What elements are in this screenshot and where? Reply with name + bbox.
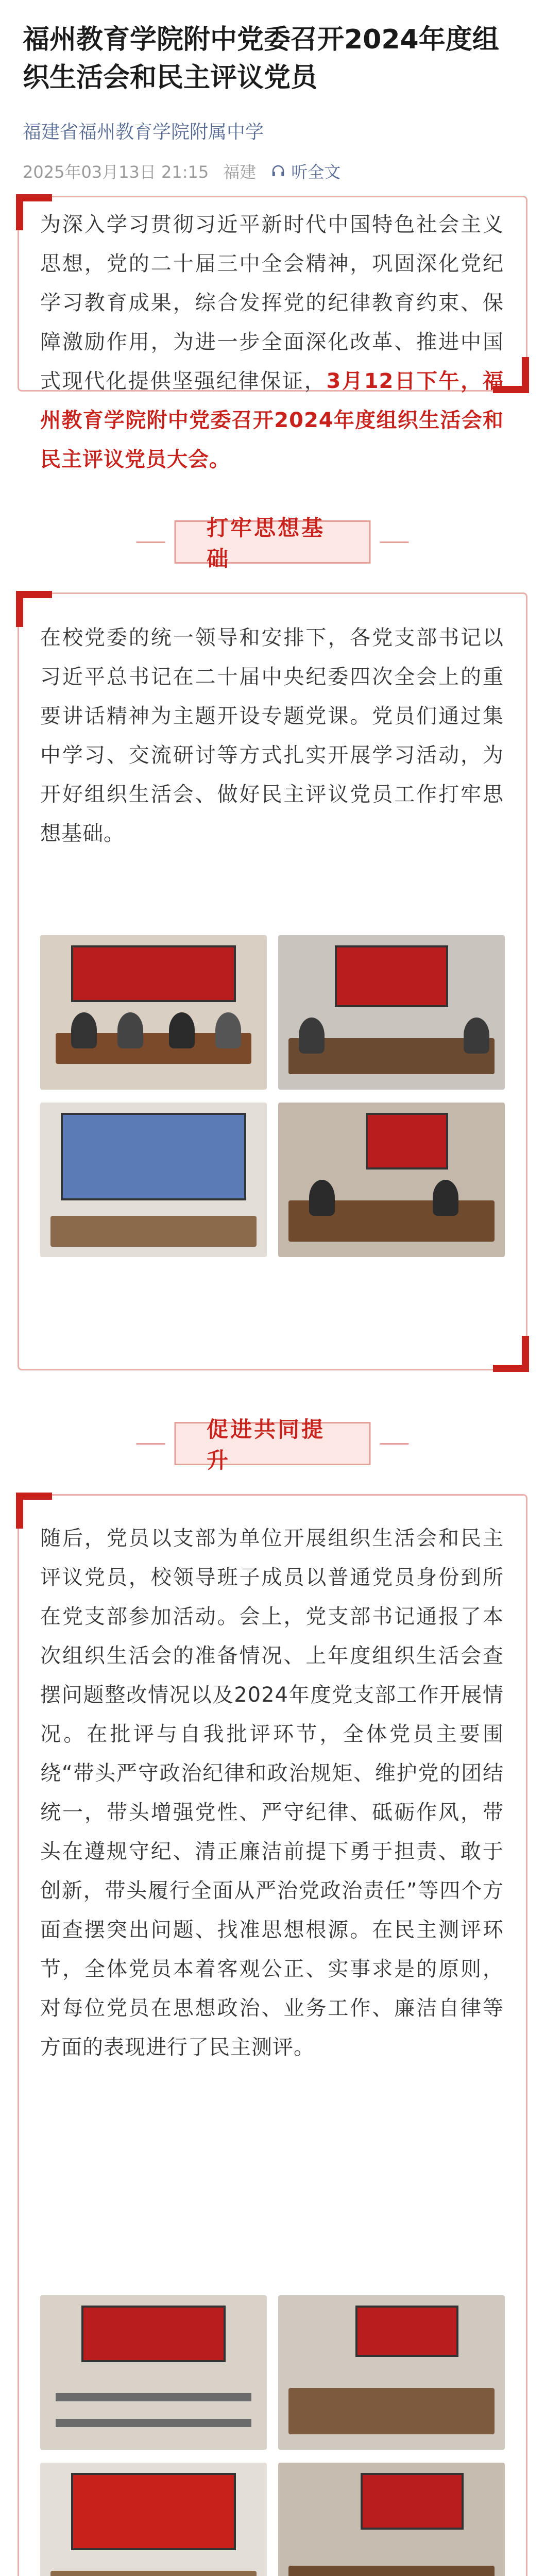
banner-line [137, 1443, 165, 1445]
banner-line [380, 541, 409, 543]
meeting-photo [278, 2463, 505, 2576]
headphones-icon [270, 163, 286, 179]
intro-text: 为深入学习贯彻习近平新时代中国特色社会主义思想，党的二十届三中全会精神，巩固深化党纪学习教育成果，综合发挥党的纪律教育约束、保障激励作用，为进一步全面深化改革、推进中国式现代化提供坚强纪律保证， [40, 213, 504, 393]
meeting-photo [40, 935, 267, 1090]
article-meta [23, 159, 522, 183]
article-title: 福州教育学院附中党委召开2024年度组织生活会和民主评议党员 [23, 24, 499, 93]
corner-decoration [493, 1336, 529, 1372]
section2-paragraph: 随后，党员以支部为单位开展组织生活会和民主评议党员，校领导班子成员以普通党员身份到所在党支部参加活动。会上，党支部书记通报了本次组织生活会的准备情况、上年度组织生活会查摆问题整改情况以及2024年度党支部工作开展情况。在批评与自我批评环节，全体党员主要围绕“带头严守政治纪律和政治规矩、维护党的团结统一，带头增强党性、严守纪律、砥砺作风，带头在遵规守纪、清正廉洁前提下勇于担责、敢于创新，带头履行全面从严治党政治责任”等四个方面查摆突出问题、找准思想根源。在民主测评环节，全体党员本着客观公正、实事求是的原则，对每位党员在思想政治、业务工作、廉洁自律等方面的表现进行了民主测评。 [40, 1527, 504, 2059]
section-heading-banner [137, 515, 409, 571]
section1-heading: 打牢思想基础 [174, 520, 371, 564]
meeting-photo [278, 2295, 505, 2450]
meeting-photo [278, 935, 505, 1090]
account-name-link[interactable]: 福建省福州教育学院附属中学 [23, 122, 264, 143]
meeting-photo [278, 1103, 505, 1257]
meeting-photo [40, 2463, 267, 2576]
section1-paragraph: 在校党委的统一领导和安排下，各党支部书记以习近平总书记在二十届中央纪委四次全会上的重要讲话精神为主题开设专题党课。党员们通过集中学习、交流研讨等方式扎实开展学习活动，为开好组织生活会、做好民主评议党员工作打牢思想基础。 [40, 626, 504, 845]
section-heading-banner [137, 1417, 409, 1473]
publish-date: 2025年03月13日 21:15 [23, 162, 209, 182]
listen-label: 听全文 [291, 162, 341, 182]
intro-highlight: 3月12日下午，福州教育学院附中党委召开2024年度组织生活会和民主评议党员大会。 [40, 369, 504, 471]
listen-button[interactable] [270, 159, 340, 183]
article-header [0, 0, 545, 183]
banner-line [380, 1443, 409, 1445]
meeting-photo [40, 2295, 267, 2450]
section2-heading: 促进共同提升 [174, 1422, 371, 1465]
publish-location: 福建 [223, 162, 257, 182]
banner-line [137, 541, 165, 543]
intro-paragraph [40, 205, 504, 479]
meeting-photo [40, 1103, 267, 1257]
